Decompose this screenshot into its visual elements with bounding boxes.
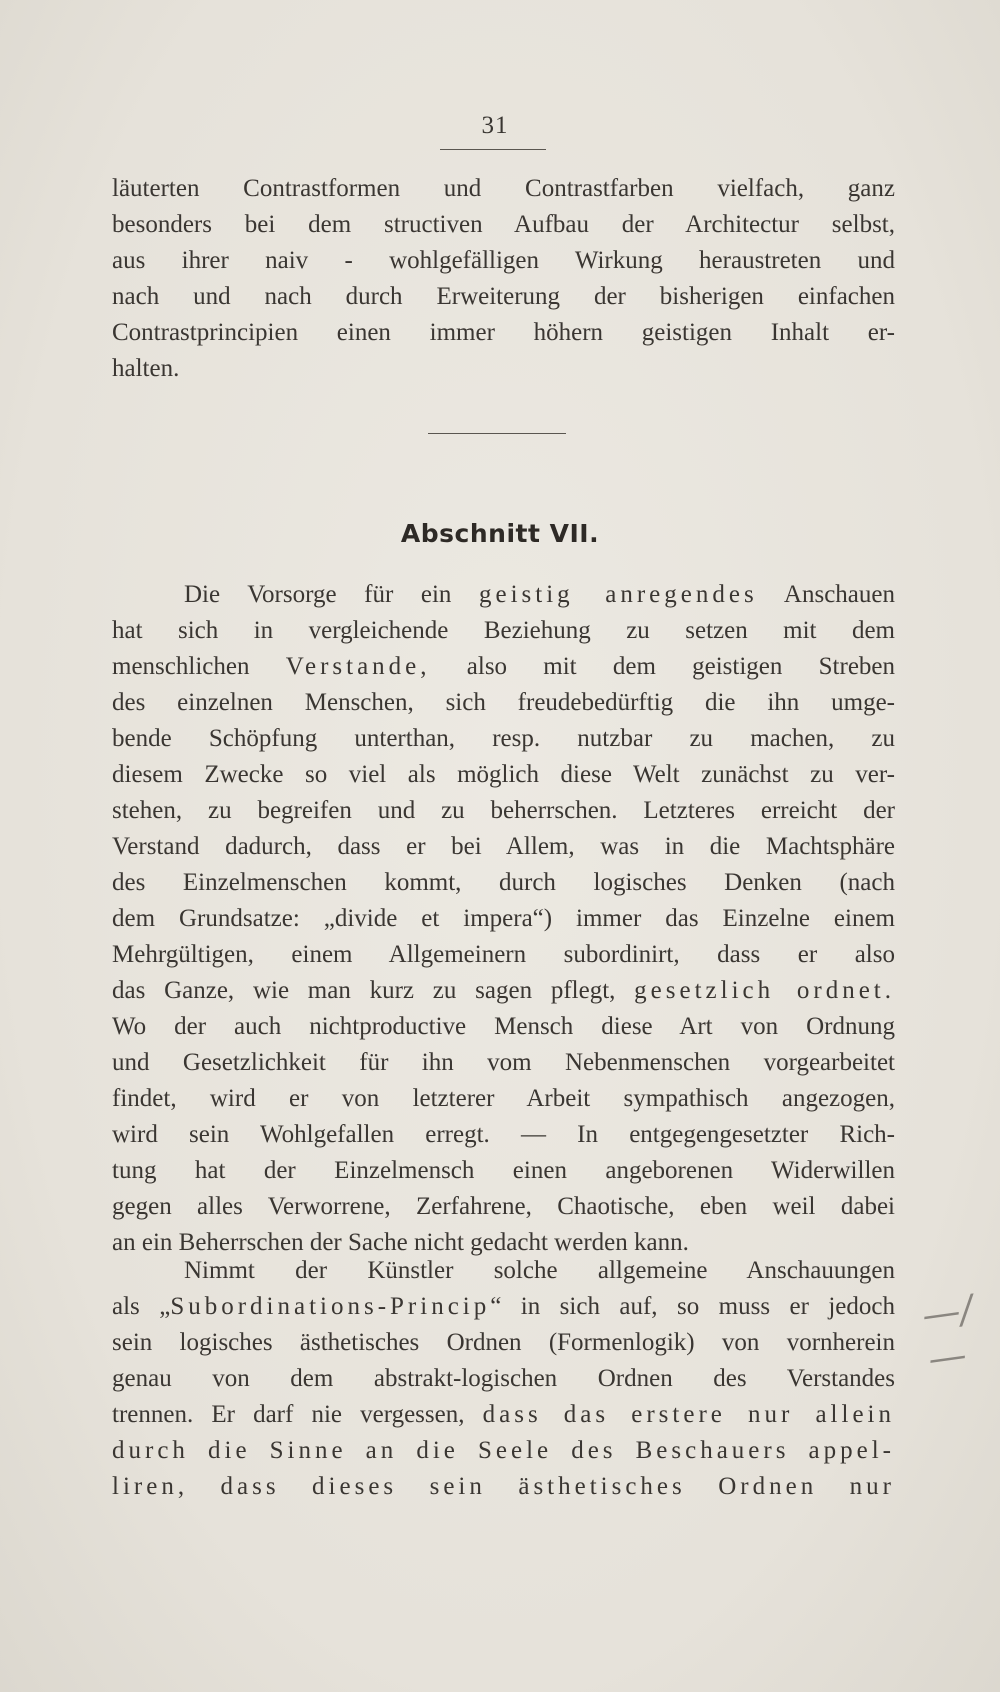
text-line <box>112 1045 895 1081</box>
emphasized-text: geistig anregendes <box>479 581 758 608</box>
text-line <box>112 865 895 901</box>
paragraph-section-opening <box>112 577 895 1261</box>
emphasized-text: dass das erstere nur allein <box>482 1401 895 1428</box>
text-line <box>112 901 895 937</box>
page-number-rule <box>440 149 546 150</box>
text-line: nach und nach durch Erweiterung der bisherigen einfachen <box>112 283 895 310</box>
text-segment: also mit dem geistigen Streben <box>430 653 896 680</box>
text-line: aus ihrer naiv - wohlgefälligen Wirkung heraustreten und <box>112 247 895 274</box>
text-line <box>112 1117 895 1153</box>
text-segment: trennen. Er darf nie vergessen, <box>112 1401 483 1428</box>
text-segment: Anschauen <box>757 581 895 608</box>
emphasized-text: durch die Sinne an die Seele des Beschauers appel- <box>112 1437 895 1464</box>
paragraph-continued <box>112 171 895 387</box>
text-segment: des einzelnen Menschen, sich freudebedürftig die ihn umge- <box>112 689 895 716</box>
text-segment: hat sich in vergleichende Beziehung zu setzen mit dem <box>112 617 895 644</box>
text-line <box>112 1289 895 1325</box>
text-line <box>112 1433 895 1469</box>
text-segment: stehen, zu begreifen und zu beherrschen. Letzteres erreicht der <box>112 797 895 824</box>
emphasized-text: Verstande, <box>285 653 431 680</box>
text-segment: Mehrgültigen, einem Allgemeinern subordinirt, dass er also <box>112 941 895 968</box>
text-segment: bende Schöpfung unterthan, resp. nutzbar zu machen, zu <box>112 725 895 752</box>
text-segment: des Einzelmenschen kommt, durch logisches Denken (nach <box>112 869 895 896</box>
text-segment: als „ <box>112 1293 171 1320</box>
text-line <box>112 793 895 829</box>
text-segment: “ in sich auf, so muss er jedoch <box>490 1293 895 1320</box>
text-line <box>112 1397 895 1433</box>
emphasized-text: gesetzlich ordnet. <box>634 977 895 1004</box>
text-segment: tung hat der Einzelmensch einen angeborenen Widerwillen <box>112 1157 895 1184</box>
text-segment: menschlichen <box>112 653 286 680</box>
text-line <box>112 1469 895 1505</box>
text-segment: Nimmt der Künstler solche allgemeine Anschauungen <box>184 1257 895 1284</box>
text-segment: an ein Beherrschen der Sache nicht gedacht werden kann. <box>112 1229 689 1256</box>
text-line: läuterten Contrastformen und Contrastfarben vielfach, ganz <box>112 175 895 202</box>
text-line <box>112 1189 895 1225</box>
text-segment: diesem Zwecke so viel als möglich diese Welt zunächst zu ver- <box>112 761 895 788</box>
text-segment: und Gesetzlichkeit für ihn vom Nebenmenschen vorgearbeitet <box>112 1049 895 1076</box>
text-line <box>112 973 895 1009</box>
text-segment: Die Vorsorge für ein <box>184 581 480 608</box>
text-line <box>112 829 895 865</box>
text-line <box>112 685 895 721</box>
section-divider <box>428 433 566 434</box>
text-line: besonders bei dem structiven Aufbau der Architectur selbst, <box>112 211 895 238</box>
paragraph-subordination <box>112 1253 895 1505</box>
text-segment: findet, wird er von letzterer Arbeit sympathisch angezogen, <box>112 1085 895 1112</box>
text-line <box>112 1009 895 1045</box>
text-line: Contrastprincipien einen immer höhern geistigen Inhalt er- <box>112 319 895 346</box>
section-heading: Abschnitt VII. <box>400 519 600 548</box>
text-line <box>112 577 895 613</box>
text-segment: gegen alles Verworrene, Zerfahrene, Chaotische, eben weil dabei <box>112 1193 895 1220</box>
text-line <box>112 649 895 685</box>
text-segment: Wo der auch nichtproductive Mensch diese Art von Ordnung <box>112 1013 895 1040</box>
text-line <box>112 1081 895 1117</box>
text-line <box>112 1361 895 1397</box>
page-number: 31 <box>481 112 509 139</box>
text-segment: genau von dem abstrakt-logischen Ordnen des Verstandes <box>112 1365 895 1392</box>
text-line <box>112 1253 895 1289</box>
text-segment: Verstand dadurch, dass er bei Allem, was in die Machtsphäre <box>112 833 895 860</box>
text-line <box>112 721 895 757</box>
text-segment: dem Grundsatze: „divide et impera“) immer das Einzelne einem <box>112 905 895 932</box>
emphasized-text: Subordinations-Princip <box>170 1293 491 1320</box>
text-line <box>112 1153 895 1189</box>
handwritten-margin-mark: —/— <box>919 1286 976 1381</box>
text-line <box>112 937 895 973</box>
text-line <box>112 1325 895 1361</box>
text-segment: das Ganze, wie man kurz zu sagen pflegt, <box>112 977 635 1004</box>
text-segment: wird sein Wohlgefallen erregt. — In entgegengesetzter Rich- <box>112 1121 895 1148</box>
text-segment: sein logisches ästhetisches Ordnen (Formenlogik) von vornherein <box>112 1329 895 1356</box>
text-line: halten. <box>112 355 180 382</box>
text-line <box>112 613 895 649</box>
text-line <box>112 757 895 793</box>
emphasized-text: liren, dass dieses sein ästhetisches Ordnen nur <box>112 1473 895 1500</box>
